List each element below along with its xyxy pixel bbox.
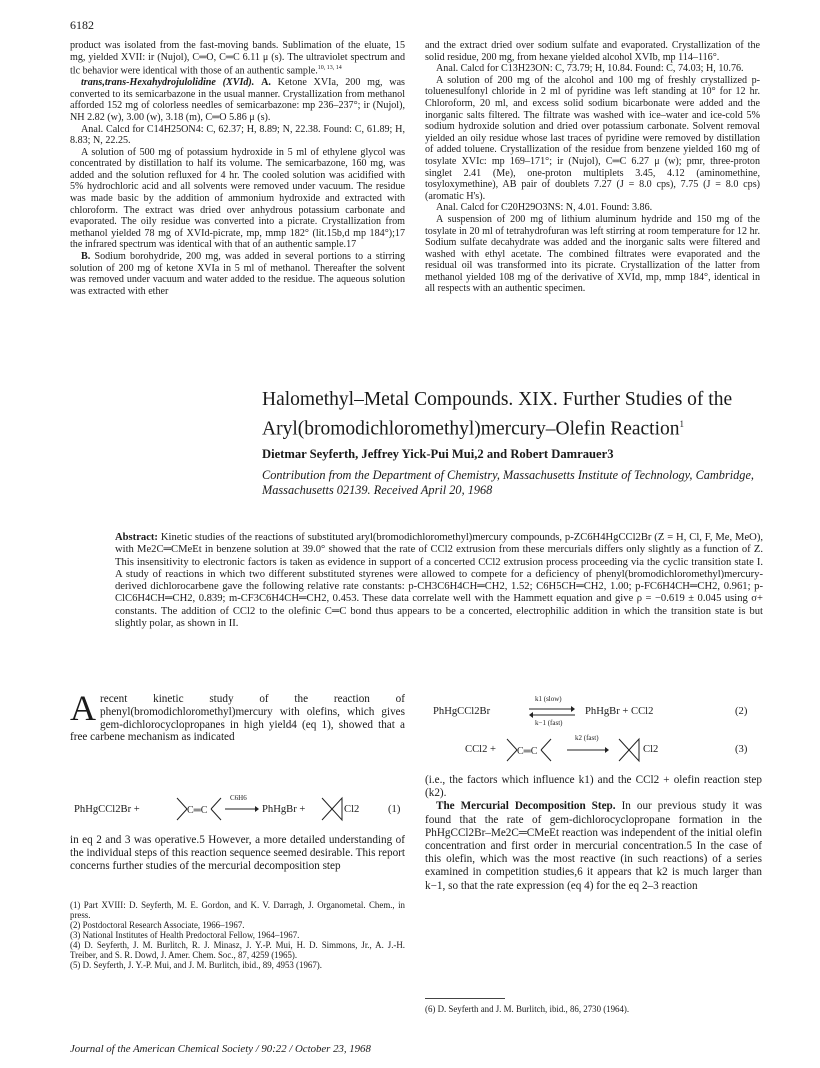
equation-3: CCl2 + C═C k2 (fast) Cl2 (3): [425, 732, 762, 768]
equation-2: PhHgCCl2Br k1 (slow) k−1 (fast) PhHgBr + CCl2 (2): [433, 695, 748, 727]
abstract: Abstract: Kinetic studies of the reactions of substituted aryl(bromodichloromethyl)mercury compounds, p-ZC6H4HgCCl2Br (Z = H, Cl, F, Me, MeO), with Me2C═CMeEt in benzene solution at 39.0° showed that the rate of CCl2 extrusion from these mercurials differs only slightly as a function of Z. This insensitivity to electronic factors is taken as evidence in support of a concerted CCl2 extrusion process proceeding via the cyclic transition state I. A study of reactions in which two different substituted styrenes were allowed to compete for a deficiency of phenyl(bromodichloromethyl)mercury-derived dichlorocarbene gave the following relative rate constants: p-CH3C6H4CH═CH2, 1.52; C6H5CH═CH2, 1.00; p-FC6H4CH═CH2, 0.961; p-ClC6H4CH═CH2, 0.839; m-CF3C6H4CH═CH2, 0.453. These data correlate well with the Hammett equation and give ρ = −0.619 ± 0.045 using σ+ constants. The addition of CCl2 to the olefinic C═C bond thus appears to be a concerted, electrophilic addition in which the transition state is but slightly polar, as shown in II.: [115, 532, 763, 630]
footnote: (1) Part XVIII: D. Seyferth, M. E. Gordon, and K. V. Darragh, J. Organometal. Chem., in press.: [70, 900, 405, 920]
equation-1: PhHgCCl2Br + C═C C6H6 PhHgBr + Cl2 (1): [70, 792, 405, 826]
intro-text: Arecent kinetic study of the reaction of phenyl(bromodichloromethyl)mercury with olefins, which gives gem-dichlorocyclopropanes in high yield4 (eq 1), showed that a free carbene mechanism as indicated: [70, 688, 405, 744]
footnote: (3) National Institutes of Health Predoctoral Fellow, 1964–1967.: [70, 930, 300, 940]
journal-footer: Journal of the American Chemical Society / 90:22 / October 23, 1968: [70, 1043, 371, 1055]
olefin-structure-icon: [175, 792, 223, 826]
section-heading: The Mercurial Decomposition Step.: [436, 800, 616, 813]
page-number: 6182: [70, 18, 94, 32]
paragraph: Anal. Calcd for C20H29O3NS: N, 4.01. Found: 3.86.: [436, 202, 653, 214]
paragraph: trans,trans-Hexahydrojulolidine (XVId). A. Ketone XVIa, 200 mg, was converted to its semicarbazone in the usual manner. Crystallization from methanol afforded 152 mg of colorless needles of semicarbazone: mp 236–237°; ir (Nujol), NH 2.82 (w), 3.00 (w), 3.18 (m), C═O 5.86 μ (s).: [70, 77, 405, 123]
prev-article-left-column: [70, 40, 405, 297]
svg-text:C═C: C═C: [517, 746, 538, 757]
body-right: [425, 774, 762, 893]
article-authors: Dietmar Seyferth, Jeffrey Yick-Pui Mui,2 and Robert Damrauer3: [262, 447, 614, 461]
paragraph: Anal. Calcd for C14H25ON4: C, 62.37; H, 8.89; N, 22.38. Found: C, 61.89; H, 8.83; N, 22.25.: [70, 123, 405, 147]
paragraph: product was isolated from the fast-moving bands. Sublimation of the eluate, 15 mg, yielded XVII: ir (Nujol), C═O, C═C 6.11 μ (s). The ultraviolet spectrum and tlc behavior were identical with those of an authentic sample.$^{10, 13, 14}$: [70, 40, 405, 77]
footnote-divider: [425, 998, 505, 999]
paragraph: A suspension of 200 mg of lithium aluminum hydride and 150 mg of the tosylate in 20 ml of tetrahydrofuran was left stirring at room temperature for 12 hr. Sodium sulfate decahydrate was added and the inorganic salts were filtered and washed with ethyl acetate. The combined filtrates were evaporated and the residual oil was transformed into its picrate. Crystallization of the latter from methanol yielded 108 mg of the derivative of XVId, mp, mmp 184°, identical in all respects with an authentic specimen.: [425, 213, 760, 295]
section-heading: trans,trans-Hexahydrojulolidine (XVId).: [81, 77, 255, 89]
paragraph: B. Sodium borohydride, 200 mg, was added in several portions to a stirring solution of 200 mg of ketone XVIa in 5 ml of methanol. Thereafter the solvent was removed under vacuum and water added to the residue. The aqueous solution was extracted with ether: [70, 251, 405, 297]
intro-text-continued: in eq 2 and 3 was operative.5 However, a more detailed understanding of the individual steps of this reaction sequence seemed desirable. This report concerns further studies of the mercurial decomposition step: [70, 834, 406, 872]
paragraph: A solution of 200 mg of the alcohol and 100 mg of freshly crystallized p-toluenesulfonyl chloride in 2 ml of pyridine was left standing at 10° for 12 hr. Chloroform, 20 ml, and excess solid sodium bicarbonate were added and the inorganic salts filtered. The filtrate was washed with ice–water and ice-cold 5% sodium hydroxide solution and dried over potassium carbonate. Solvent removal yielded an oily residue whose last traces of pyridine were removed by distillation of added toluene. Crystallization of the residue from benzene yielded 160 mg of tosylate XVIc: mp 169–171°; ir (Nujol), C═C 6.27 μ (w); pmr, three-proton singlet 2.41 (Me), one-proton multiplets 3.45, 4.12 (aminomethine, tosyloxymethine), AB pair of doublets 7.27 (J = 8.0 cps), 7.75 (J = 8.0 cps) (aromatic H's).: [425, 74, 760, 202]
olefin-structure-icon: [505, 733, 553, 767]
paragraph: The Mercurial Decomposition Step. In our previous study it was found that the rate of gem-dichlorocyclopropane formation in the PhHgCCl2Br–Me2C═CMeEt reaction was independent of the initial olefin concentration and first order in mercurial concentration.5 In the case of this olefin, which was the most reactive (in such reactions) of a series examined in competition studies,6 it appears that k2 is much larger than k−1, so that the rate expression (eq 4) for the eq 2–3 reaction: [425, 800, 763, 892]
article-affiliation: Contribution from the Department of Chemistry, Massachusetts Institute of Technology, Cambridge, Massachusetts 02139. Received April 20, 1968: [262, 468, 754, 497]
svg-text:C═C: C═C: [187, 805, 208, 816]
equilibrium-arrow-icon: [529, 705, 575, 719]
paragraph: and the extract dried over sodium sulfate and evaporated. Crystallization of the solid residue, 200 mg, from hexane yielded alcohol XVIb, mp 114–116°.: [425, 40, 760, 63]
paragraph: (i.e., the factors which influence k1) and the CCl2 + olefin reaction step (k2).: [425, 774, 762, 800]
drop-cap: A: [70, 688, 96, 728]
reaction-arrow-icon: [225, 806, 259, 812]
paragraph: A solution of 500 mg of potassium hydroxide in 5 ml of ethylene glycol was concentrated by distillation to half its volume. The semicarbazone, 160 mg, was added and the solution refluxed for 4 hr. The cooled solution was acidified with 5% hydrochloric acid and all solvents were removed under vacuum. The residue was made basic by the addition of ammonium hydroxide and extracted with chloroform. The extract was dried over anhydrous potassium carbonate and evaporated. The oily residue was converted into a picrate. Crystallization from methanol yielded 78 mg of XVId-picrate, mp, mmp 182° (lit.15b,d mp 184°);17 the infrared spectrum was identical with that of an authentic sample.17: [70, 146, 405, 251]
footnote: (5) D. Seyferth, J. Y.-P. Mui, and J. M. Burlitch, ibid., 89, 4953 (1967).: [70, 960, 322, 970]
footnotes-left: [70, 900, 405, 970]
reaction-arrow-icon: [567, 747, 609, 753]
prev-article-right-column: [425, 40, 760, 295]
footnote: (4) D. Seyferth, J. M. Burlitch, R. J. Minasz, J. Y.-P. Mui, H. D. Simmons, Jr., A. J.-H. Treiber, and S. R. Dowd, J. Amer. Chem. Soc., 87, 4259 (1965).: [70, 940, 405, 960]
paragraph: Anal. Calcd for C13H23ON: C, 73.79; H, 10.84. Found: C, 74.03; H, 10.76.: [436, 63, 744, 75]
article-title: Halomethyl–Metal Compounds. XIX. Further Studies of the Aryl(bromodichloromethyl)mercury–Olefin Reaction$^1$: [262, 389, 733, 440]
footnote: (6) D. Seyferth and J. M. Burlitch, ibid., 86, 2730 (1964).: [425, 1004, 630, 1014]
footnote: (2) Postdoctoral Research Associate, 1966–1967.: [70, 920, 245, 930]
